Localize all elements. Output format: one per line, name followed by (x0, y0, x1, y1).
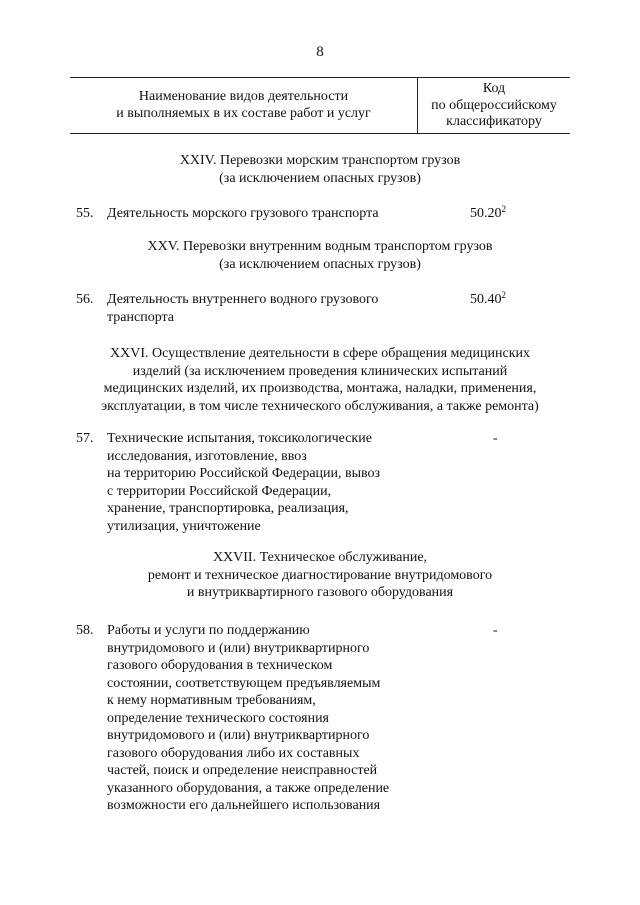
section-title-25: XXV. Перевозки внутренним водным транспортом грузов (за исключением опасных грузов) (147, 239, 493, 272)
page-number: 8 (316, 44, 324, 60)
item-text-56: Деятельность внутреннего водного грузового транспорта (107, 292, 379, 325)
item-number-58: 58. (76, 623, 94, 638)
section-title-24: XXIV. Перевозки морским транспортом грузов (за исключением опасных грузов) (179, 153, 461, 186)
item-text-57: Технические испытания, токсикологические исследования, изготовление, ввоз на территорию Российской Федерации, вывоз с территории Российской Федерации, хранение, транспортировка, реализация, утилизация, уничтожение (107, 431, 381, 534)
item-number-55: 55. (76, 206, 94, 221)
item-number-56: 56. (76, 292, 94, 307)
item-code-57: - (493, 431, 498, 446)
section-title-27: XXVII. Техническое обслуживание, ремонт и техническое диагностирование внутридомового и внутриквартирного газового оборудования (147, 550, 493, 600)
item-code-56: 50.40$^2$ (470, 290, 506, 307)
table-header-bottom-rule (70, 133, 570, 134)
item-code-55: 50.20$^2$ (470, 204, 506, 221)
column-header-code: Код по общероссийскому классификатору (431, 81, 557, 129)
column-header-name: Наименование видов деятельности и выполняемых в их составе работ и услуг (116, 89, 371, 121)
section-title-26: XXVI. Осуществление деятельности в сфере обращения медицинских изделий (за исключением проведения клинических испытаний медицинских изделий, их производства, монтажа, наладки, применения, эксплуатации, в том числе технического обслуживания, а также ремонта) (101, 346, 539, 414)
item-text-55: Деятельность морского грузового транспорта (107, 206, 379, 221)
item-code-58: - (493, 623, 498, 638)
item-number-57: 57. (76, 431, 94, 446)
item-text-58: Работы и услуги по поддержанию внутридомового и (или) внутриквартирного газового оборудования в техническом состоянии, соответствующем предъявляемым к нему нормативным требованиям, определение технического состояния внутридомового и (или) внутриквартирного газового оборудования либо их составных частей, поиск и определение неисправностей указанного оборудования, а также определение возможности его дальнейшего использования (107, 623, 390, 813)
table-top-rule (70, 77, 570, 78)
